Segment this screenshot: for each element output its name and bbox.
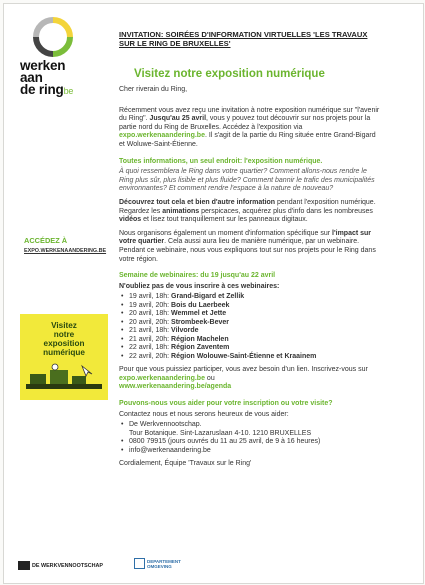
greeting: Cher riverain du Ring, bbox=[119, 86, 188, 93]
invitation-header: INVITATION: SOIRÉES D'INFORMATION VIRTUELLES 'LES TRAVAUX SUR LE RING DE BRUXELLES' bbox=[119, 30, 368, 48]
promo-line-2: notre bbox=[53, 330, 75, 339]
help-intro: Contactez nous et nous serons heureux de vous aider: bbox=[119, 410, 289, 418]
sidebar-access-label: ACCÉDEZ À bbox=[24, 236, 68, 245]
impact-bold: l'impact sur votre quartier bbox=[119, 229, 372, 246]
webinars-subtitle: N'oubliez pas de vous inscrire à ces webinaires: bbox=[119, 282, 280, 290]
logo-suffix: be bbox=[63, 86, 74, 96]
sidebar-expo-link[interactable]: EXPO.WERKENAANDERING.BE bbox=[24, 248, 107, 254]
section-title-expo: Toutes informations, un seul endroit: l'exposition numérique. bbox=[119, 157, 323, 165]
register-link-agenda[interactable]: www.werkenaandering.be/agenda bbox=[119, 383, 232, 391]
contact-list bbox=[119, 421, 381, 455]
intro-date: Jusqu'au 25 avril bbox=[149, 115, 207, 123]
letter-body bbox=[119, 86, 381, 474]
exhibition-illustration-icon bbox=[22, 362, 106, 398]
questions-paragraph: À quoi ressemblera le Ring dans votre quartier? Comment allons-nous rendre le Ring plus sûr, plus lisible et plus fluide? Comment bannir le trafic des municipalités environnantes? Et comment rendre l'espace à la nature de nouveau? bbox=[119, 168, 375, 193]
contact-item: • 0800 79915 (jours ouvrés du 11 au 25 avril, de 9 à 16 heures) bbox=[119, 438, 381, 447]
webinar-item: • 19 avril, 18h: Grand-Bigard et Zellik bbox=[119, 293, 381, 302]
contact-item: • De Werkvennootschap. Tour Botanique. Sint-Lazaruslaan 4-10. 1210 BRUXELLES bbox=[119, 421, 381, 438]
help-title: Pouvons-nous vous aider pour votre inscription ou votre visite? bbox=[119, 400, 333, 408]
discover-bold: Découvrez tout cela et bien d'autre information bbox=[119, 198, 276, 206]
register-or: ou bbox=[204, 374, 215, 382]
headline: Visitez notre exposition numérique bbox=[134, 68, 325, 80]
expo-link[interactable]: expo.werkenaandering.be bbox=[119, 132, 205, 140]
webinar-item: • 20 avril, 18h: Wemmel et Jette bbox=[119, 310, 381, 319]
closing: Cordialement, Équipe 'Travaux sur le Ring' bbox=[119, 460, 252, 468]
werkvennootschap-icon bbox=[18, 561, 30, 570]
webinar-list bbox=[119, 293, 381, 361]
intro-text-2: , vous y pouvez tout découvrir sur nos projets pour la partie nord du Ring de Bruxelles. Accédez à l'exposition via bbox=[119, 115, 371, 131]
logo-word-3: de ring bbox=[20, 82, 64, 97]
impact-text-1: Nous organisons également un moment d'information spécifique sur bbox=[119, 229, 333, 237]
webinar-item: • 21 avril, 20h: Région Machelen bbox=[119, 336, 381, 345]
contact-item[interactable]: • info@werkenaandering.be bbox=[119, 447, 381, 456]
footer-werkvennootschap-logo: DE WERKVENNOOTSCHAP bbox=[18, 561, 103, 570]
promo-banner[interactable] bbox=[20, 314, 108, 400]
discover-text-2: perspicaces, acquérez plus d'info dans les nombreuses bbox=[199, 207, 373, 215]
promo-line-4: numérique bbox=[43, 348, 85, 357]
promo-line-3: exposition bbox=[43, 339, 85, 348]
webinars-title: Semaine de webinaires: du 19 jusqu'au 22 avril bbox=[119, 272, 276, 280]
omgeving-icon bbox=[134, 558, 145, 569]
register-paragraph bbox=[119, 366, 381, 392]
werken-aan-de-ring-logo bbox=[18, 16, 98, 106]
webinar-item: • 19 avril, 20h: Bois du Laerbeek bbox=[119, 302, 381, 311]
webinar-item: • 22 avril, 18h: Région Zaventem bbox=[119, 344, 381, 353]
intro-text-3: . Il s'agit de la partie du Ring située entre Grand-Bigard et Woluwe-Saint-Étienne. bbox=[119, 132, 376, 148]
intro-text-1: Récemment vous avez reçu une invitation à notre exposition numérique sur "l'avenir du Ring". bbox=[119, 106, 380, 123]
discover-text-3: et lisez tout tranquillement sur les panneaux digitaux. bbox=[141, 216, 308, 224]
discover-paragraph bbox=[119, 199, 381, 225]
webinar-item: • 20 avril, 20h: Strombeek-Bever bbox=[119, 319, 381, 328]
webinar-intro-paragraph bbox=[119, 230, 381, 264]
webinar-item: • 21 avril, 18h: Vilvorde bbox=[119, 327, 381, 336]
register-text: Pour que vous puissiez participer, vous avez besoin d'un lien. Inscrivez-vous sur bbox=[119, 366, 368, 374]
logo-word-1: werken bbox=[20, 58, 66, 73]
animations-word: animations bbox=[162, 207, 200, 215]
intro-paragraph bbox=[119, 107, 381, 150]
promo-line-1: Visitez bbox=[51, 321, 77, 330]
videos-word: vidéos bbox=[119, 216, 142, 224]
webinar-item: • 22 avril, 20h: Région Wolouwe-Saint-Étienne et Kraainem bbox=[119, 353, 381, 362]
impact-text-2: . Cela aussi aura lieu de manière numérique, par un webinaire. Pendant ce webinaire, nous vous expliquons tout sur nos projets pour le Ring dans votre région. bbox=[119, 238, 376, 263]
logo-word-2: aan bbox=[20, 70, 43, 85]
contact-address: Tour Botanique. Sint-Lazaruslaan 4-10. 1210 BRUXELLES bbox=[129, 429, 312, 437]
register-link-expo[interactable]: expo.werkenaandering.be bbox=[119, 374, 205, 382]
discover-text-1: pendant l'exposition numérique. Regardez les bbox=[119, 198, 376, 215]
ring-logo-icon bbox=[30, 16, 76, 58]
document-page bbox=[3, 3, 424, 584]
footer-omgeving-logo: DEPARTEMENT OMGEVING bbox=[134, 558, 181, 569]
